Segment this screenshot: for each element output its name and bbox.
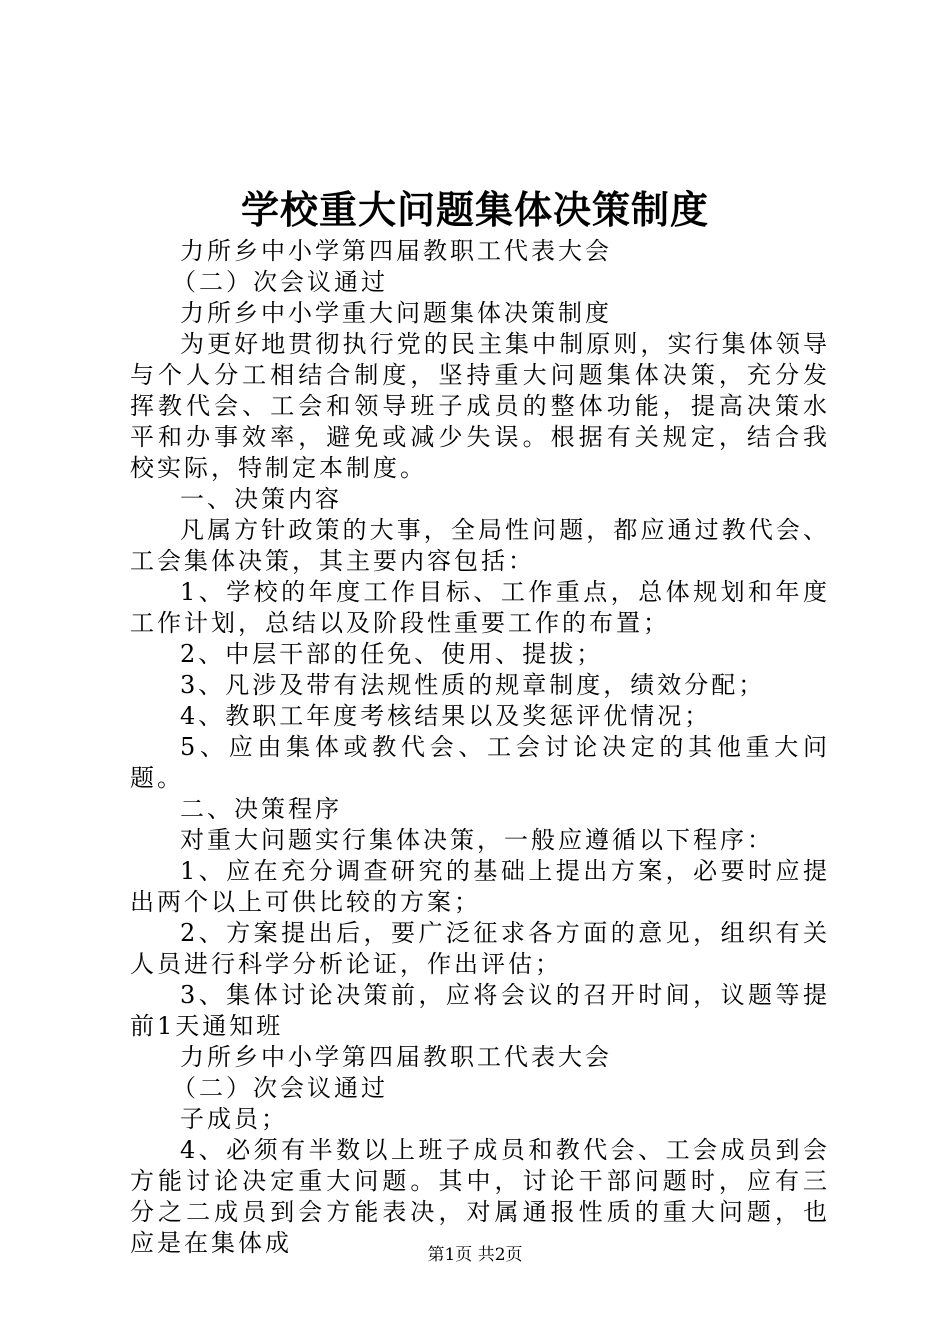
- list-item-content-1: 1、学校的年度工作目标、工作重点，总体规划和年度工作计划，总结以及阶段性重要工作的布置；: [130, 578, 830, 637]
- document-body: [130, 236, 830, 1259]
- list-item-procedure-1: 1、应在充分调查研究的基础上提出方案，必要时应提出两个以上可供比较的方案；: [130, 857, 830, 916]
- document-title: 学校重大问题集体决策制度: [240, 187, 709, 232]
- section-heading-content: 一、决策内容: [180, 485, 342, 513]
- list-item-content-4: 4、教职工年度考核结果以及奖惩评优情况；: [180, 702, 712, 730]
- list-item-procedure-3: 3、集体讨论决策前，应将会议的召开时间，议题等提前1天通知班: [130, 981, 830, 1040]
- list-item-procedure-4: 4、必须有半数以上班子成员和教代会、工会成员到会方能讨论决定重大问题。其中，讨论干部问题时，应有三分之二成员到会方能表决，对属通报性质的重大问题，也应是在集体成: [130, 1136, 830, 1257]
- paragraph-content-scope: 凡属方针政策的大事，全局性问题，都应通过教代会、工会集体决策，其主要内容包括：: [130, 516, 830, 575]
- list-item-content-2: 2、中层干部的任免、使用、提拔；: [180, 640, 604, 668]
- page-footer: 第1页 共2页: [427, 1245, 523, 1265]
- paragraph-meeting-name: 力所乡中小学第四届教职工代表大会: [180, 237, 612, 265]
- list-item-content-3: 3、凡涉及带有法规性质的规章制度，绩效分配；: [180, 671, 766, 699]
- paragraph-procedure-intro: 对重大问题实行集体决策，一般应遵循以下程序：: [180, 826, 774, 854]
- section-heading-procedure: 二、决策程序: [180, 795, 342, 823]
- paragraph-meeting-session: （二）次会议通过: [172, 268, 388, 296]
- paragraph-subtitle: 力所乡中小学重大问题集体决策制度: [180, 299, 612, 327]
- paragraph-meeting-name-repeat: 力所乡中小学第四届教职工代表大会: [180, 1043, 612, 1071]
- paragraph-meeting-session-repeat: （二）次会议通过: [172, 1074, 388, 1102]
- list-item-content-5: 5、应由集体或教代会、工会讨论决定的其他重大问题。: [130, 733, 830, 792]
- list-item-procedure-2: 2、方案提出后，要广泛征求各方面的意见，组织有关人员进行科学分析论证，作出评估；: [130, 919, 830, 978]
- paragraph-continuation: 子成员；: [180, 1105, 288, 1133]
- paragraph-intro: 为更好地贯彻执行党的民主集中制原则，实行集体领导与个人分工相结合制度，坚持重大问题集体决策，充分发挥教代会、工会和领导班子成员的整体功能，提高决策水平和办事效率，避免或减少失误。根据有关规定，结合我校实际，特制定本制度。: [130, 330, 830, 482]
